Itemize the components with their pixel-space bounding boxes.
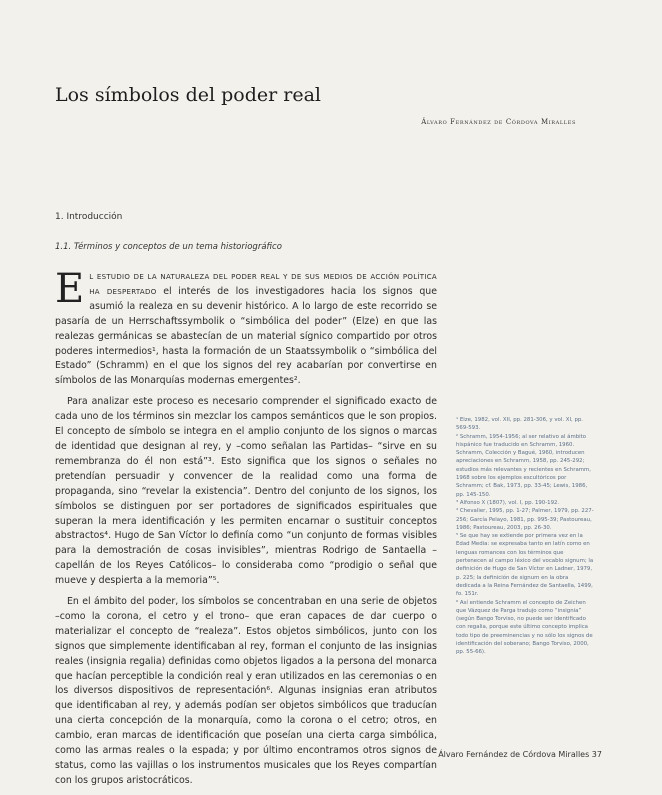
page-footer: Álvaro Fernández de Córdova Miralles 37: [438, 750, 602, 759]
page-title: Los símbolos del poder real: [55, 84, 321, 106]
footnote-1: ¹ Elze, 1982, vol. XII, pp. 281-306, y vol. XI, pp. 569-593.: [456, 417, 584, 432]
footnote-6: ⁶ Así entiende Schramm el concepto de Zeichen que Vázquez de Parga tradujo como “insignia” (según Bango Torviso, no puede ser identificado con regalia, porque este último concepto implica todo tipo de preeminencias y no sólo los signos de identificación del soberano; Bango Torviso, 2000, pp. 55-66).: [456, 599, 593, 656]
footnote-5: ⁵ Se que hay se extiende por primera vez en la Edad Media: se expresaba tanto en latín como en lenguas romances con los términos que pertenecen al campo léxico del vocablo signum; la definición de Hugo de San Víctor en Ladner, 1979, p. 225; la definición de signum en la obra dedicada a la Reina Fernández de Santaella, 1499, fo. 151r.: [456, 533, 594, 598]
paragraph-3: En el ámbito del poder, los símbolos se concentraban en una serie de objetos –como la corona, el cetro y el trono– que eran capaces de dar cuerpo o materializar el concepto de “realeza”. Estos objetos simbólicos, junto con los signos que simplemente identificaban al rey, forman el conjunto de las insignias reales (insignia regalia) definidas como objetos ligados a la persona del monarca que hacían perceptible la condición real y eran utilizados en las ceremonias o en los diversos dispositivos de representación⁶. Algunas insignias eran atributos que identificaban al rey, y además podían ser objetos simbólicos que traducían una cierta concepción de la monarquía, como la corona o el cetro; otros, en cambio, eran marcas de identificación que poseían una cierta carga simbólica, como las armas reales o la espada; y por último encontramos otros signos de status, como las vajillas o los instrumentos musicales que los Reyes compartían con los grupos aristocráticos.: [55, 596, 437, 786]
marginal-notes: [456, 416, 594, 657]
lead-in-small-caps: l estudio de la naturaleza del poder real y de sus medios de acción política ha despertado: [89, 271, 437, 297]
paragraph-1: [55, 266, 438, 389]
main-text: [55, 266, 438, 795]
paragraph-1-text: el interés de los investigadores hacia los signos que asumió la realeza en su devenir histórico. A lo largo de este recorrido se pasaría de un Herrschaftssymbolik o “simbólica del poder” (Elze) en que las realezas germánicas se abastecían de un material sígnico compartido por otros poderes intermedios¹, hasta la formación de un Staatssymbolik o “simbólica del Estado” (Schramm) en el que los signos del rey acabarían por convertirse en símbolos de las Monarquías modernas emergentes².: [55, 285, 438, 387]
footnote-2: ² Schramm, 1954-1956; al ser relativo al ámbito hispánico fue traducido en Schramm, 1960. Schramm, Colección y Bagué, 1960, introducen apreciaciones en Schramm, 1958, pp. 245-292; estudios más relevantes y recientes en Schramm, 1968 sobre los ejemplos escultóricos por Schramm; cf. Bak, 1973, pp. 33-45; Lewis, 1986, pp. 145-150.: [456, 433, 592, 498]
paragraph-2: Para analizar este proceso es necesario comprender el significado exacto de cada uno de los términos sin mezclar los campos semánticos que le son propios. El concepto de símbolo se integra en el amplio conjunto de los signos o marcas de identidad que designan al rey, y –como señalan las Partidas– “sirve en su remembranza do él non está”³. Esto significa que los signos o señales no pretendían persuadir y convencer de la realidad como una forma de propaganda, sino “revelar la existencia”. Dentro del conjunto de los signos, los símbolos se distinguen por ser portadores de significados espirituales que superan la mera identificación y les permiten encarnar o sustituir conceptos abstractos⁴. Hugo de San Víctor lo definía como “un conjunto de formas visibles para la demostración de cosas invisibles”, mientras Rodrigo de Santaella –capellán de los Reyes Católicos– lo consideraba como “prodigio o señal que mueve y despierta a la memoria”⁵.: [55, 396, 437, 587]
footnote-4: ⁴ Chevalier, 1995, pp. 1-27; Palmer, 1979, pp. 227-256; García Pelayo, 1981, pp. 995-39; Pastoureau, 1986; Pastoureau, 2003, pp. 26-30.: [456, 508, 594, 531]
author-name: Álvaro Fernández de Córdova Miralles: [421, 118, 576, 126]
section-heading: 1. Introducción: [55, 212, 123, 222]
drop-cap: E: [55, 266, 85, 312]
footnote-3: ³ Alfonso X (1807), vol. I, pp. 190-192.: [456, 499, 560, 506]
subsection-heading: 1.1. Términos y conceptos de un tema historiográfico: [55, 242, 282, 252]
